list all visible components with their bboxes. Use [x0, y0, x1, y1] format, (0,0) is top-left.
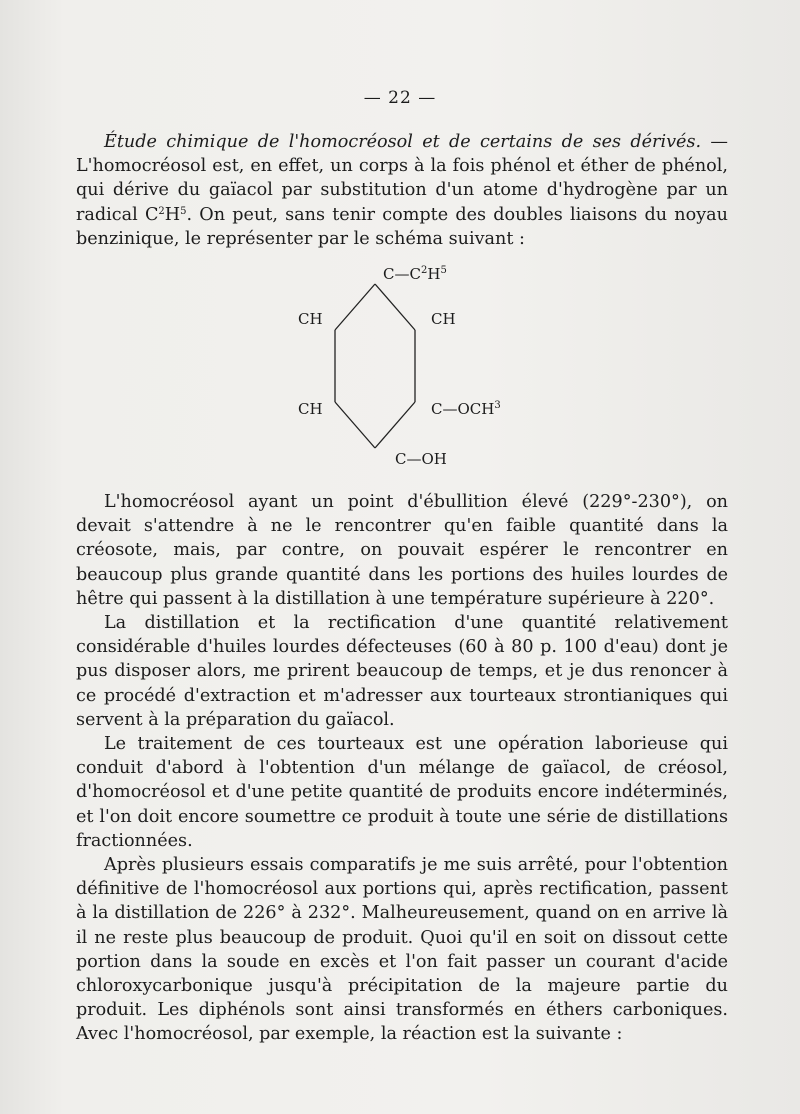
- formula-top-label: $C—C^2H^5$: [383, 265, 447, 283]
- formula-lower-left-label: CH: [298, 400, 323, 418]
- ring-bond-bottom-left: [335, 402, 375, 448]
- paragraph: La distillation et la rectification d'une quantité relativement considérable d'huiles lourdes défecteuses (60 à 80 p. 100 d'eau) dont je pus disposer alors, me prirent beaucoup de temps, et je dus renoncer à ce procédé d'extraction et m'adresser aux tourteaux strontianiques qui servent à la préparation du gaïacol.: [76, 613, 728, 730]
- formula-lower-right-label: C—OCH$^3$: [431, 400, 501, 418]
- section-title: Étude chimique de l'homocréosol et de certains de ses dérivés.: [104, 132, 702, 152]
- paragraph: Après plusieurs essais comparatifs je me suis arrêté, pour l'obtention définitive de l'homocréosol aux portions qui, après rectification, passent à la distillation de 226° à 232°. Malheureusement, quand on en arrive là il ne reste plus beaucoup de produit. Quoi qu'il en soit on dissout cette portion dans la soude en excès et l'on fait passer un courant d'acide chloroxycarbonique jusqu'à précipitation de la majeure partie du produit. Les diphénols sont ainsi transformés en éthers carboniques. Avec l'homocréosol, par exemple, la réaction est la suivante :: [76, 855, 728, 1045]
- body-text: [76, 490, 728, 1047]
- ring-bond-bottom-right: [375, 402, 415, 448]
- ring-bond-top-left: [335, 284, 375, 330]
- intro-text: Étude chimique de l'homocréosol et de certains de ses dérivés. — L'homocréosol est, en effet, un corps à la fois phénol et éther de phénol, qui dérive du gaïacol par substitution d'un atome d'hydrogène par un radical $C^2H^5$. On peut, sans tenir compte des doubles liaisons du noyau benzinique, le représenter par le schéma suivant :: [76, 132, 728, 249]
- page-number: — 22 —: [363, 88, 437, 108]
- benzene-ring-diagram: [290, 262, 490, 472]
- formula-upper-right-label: CH: [431, 310, 456, 328]
- structural-formula: [290, 262, 501, 472]
- paragraph: Le traitement de ces tourteaux est une opération laborieuse qui conduit d'abord à l'obtention d'un mélange de gaïacol, de créosol, d'homocréosol et d'une petite quantité de produits encore indéterminés, et l'on doit encore soumettre ce produit à toute une série de distillations fractionnées.: [76, 734, 728, 851]
- formula-upper-left-label: CH: [298, 310, 323, 328]
- intro-paragraph: [76, 130, 728, 251]
- ring-bond-top-right: [375, 284, 415, 330]
- formula-bottom-label: C—OH: [395, 450, 447, 468]
- paragraph: L'homocréosol ayant un point d'ébullition élevé (229°-230°), on devait s'attendre à ne le rencontrer qu'en faible quantité dans la créosote, mais, par contre, on pouvait espérer le rencontrer en beaucoup plus grande quantité dans les portions des huiles lourdes de hêtre qui passent à la distillation à une température supérieure à 220°.: [76, 492, 728, 609]
